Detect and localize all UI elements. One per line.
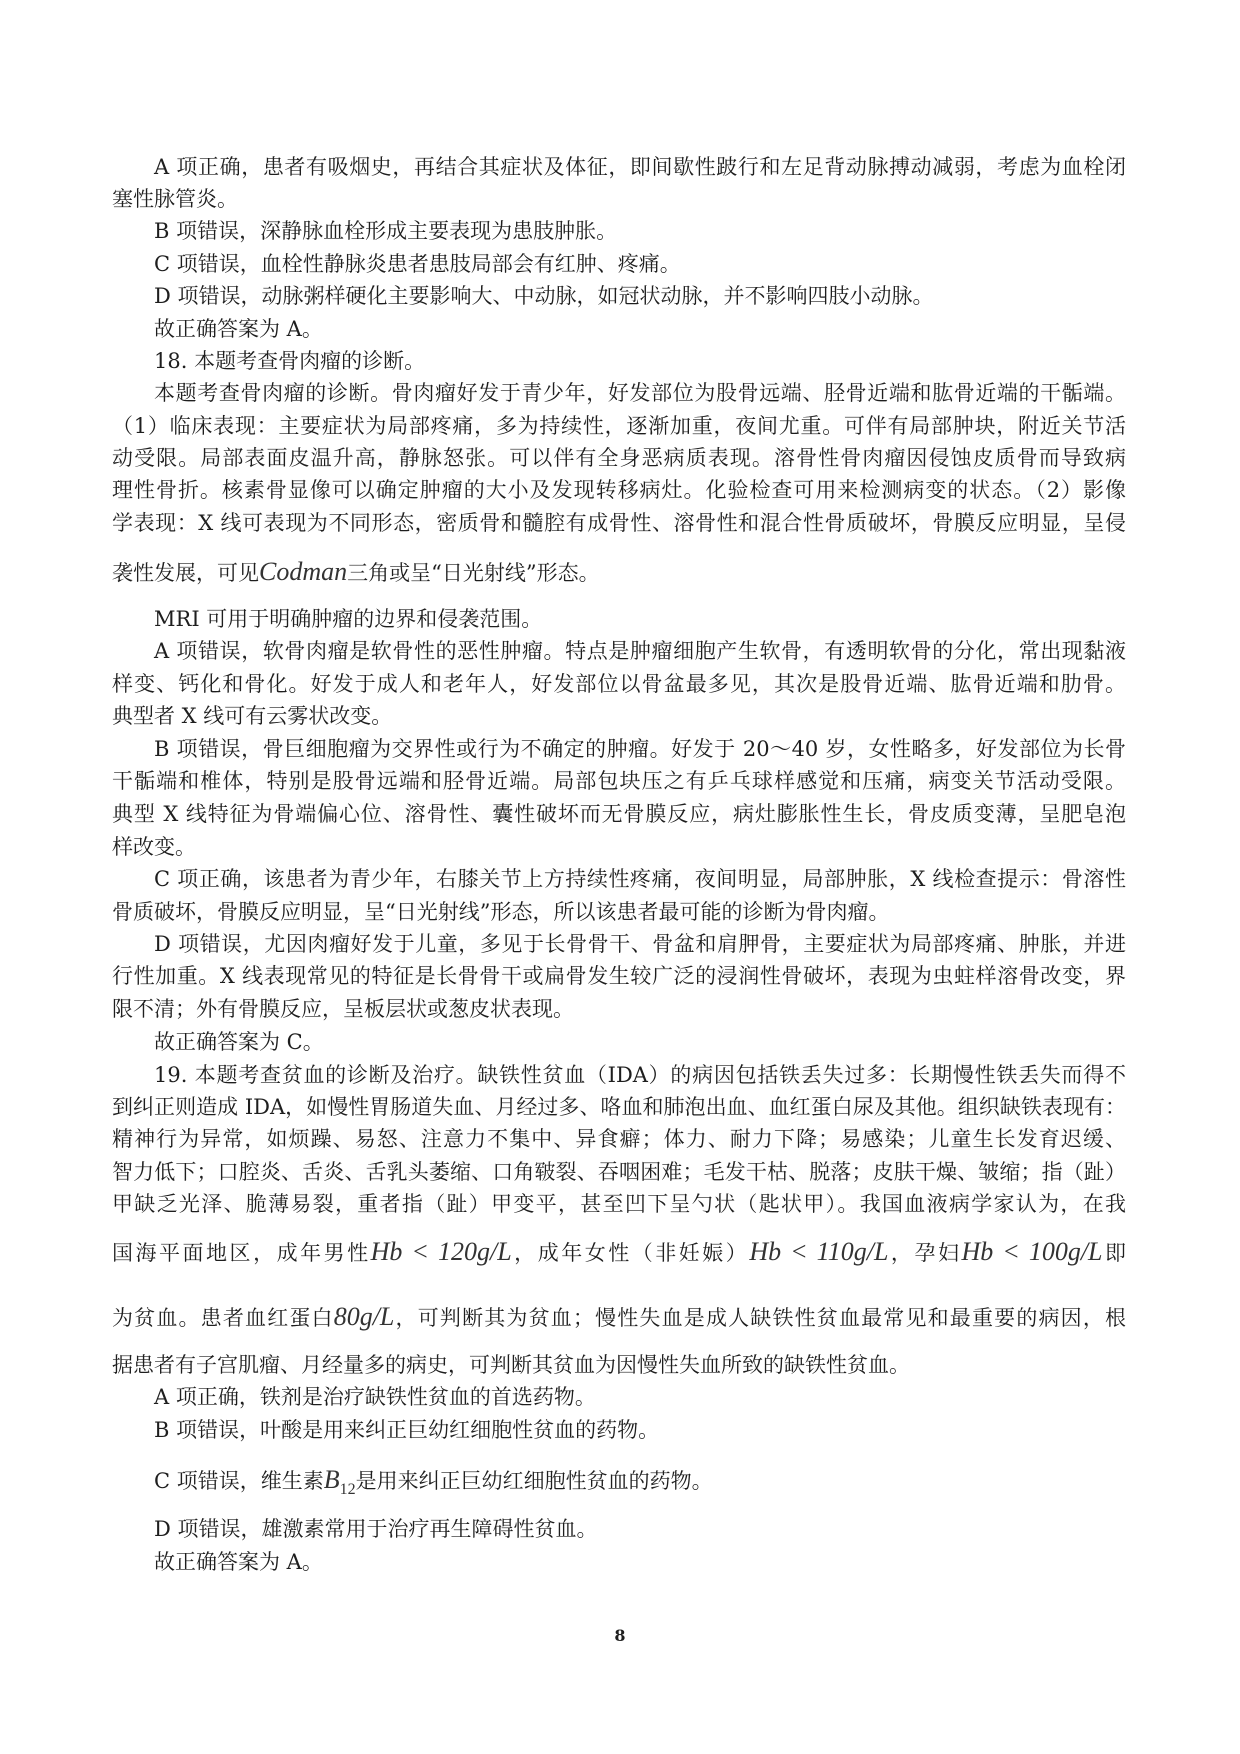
text-line: 学表现：X 线可表现为不同形态，密质骨和髓腔有成骨性、溶骨性和混合性骨质破坏，骨膜反应明显，呈侵 (112, 511, 1126, 535)
math-subscript: 12 (339, 1481, 356, 1499)
text-segment: 国海平面地区，成年男性 (112, 1241, 371, 1265)
math-text: Hb < 110g/L (749, 1237, 889, 1266)
text-segment: ，成年女性（非妊娠） (511, 1241, 750, 1265)
text-line: D 项错误，尤因肉瘤好发于儿童，多见于长骨骨干、骨盆和肩胛骨，主要症状为局部疼痛、肿胀，并进 (154, 932, 1126, 956)
text-line: 19. 本题考查贫血的诊断及治疗。缺铁性贫血（IDA）的病因包括铁丢失过多：长期慢性铁丢失而得不 (154, 1063, 1126, 1087)
text-line: 精神行为异常，如烦躁、易怒、注意力不集中、异食癖；体力、耐力下降；易感染；儿童生长发育迟缓、 (112, 1127, 1126, 1151)
text-line: 故正确答案为 A。 (154, 1550, 323, 1574)
text-segment: 为贫血。患者血红蛋白 (112, 1306, 334, 1330)
text-line: C 项错误，血栓性静脉炎患者患肢局部会有红肿、疼痛。 (154, 252, 681, 276)
text-line: 行性加重。X 线表现常见的特征是长骨骨干或扁骨发生较广泛的浸润性骨破坏，表现为虫蛀样溶骨改变，界 (112, 964, 1126, 988)
text-segment: 是用来纠正巨幼红细胞性贫血的药物。 (355, 1469, 713, 1493)
text-line: 限不清；外有骨膜反应，呈板层状或葱皮状表现。 (112, 997, 574, 1021)
text-line (112, 1239, 1126, 1265)
math-text: 80g/L (333, 1302, 395, 1331)
text-line: D 项错误，雄激素常用于治疗再生障碍性贫血。 (154, 1517, 598, 1541)
text-line: 样改变。 (112, 835, 196, 859)
text-line: 甲缺乏光泽、脆薄易裂，重者指（趾）甲变平，甚至凹下呈勺状（匙状甲）。我国血液病学家认为，在我 (112, 1192, 1126, 1216)
text-line: 理性骨折。核素骨显像可以确定肿瘤的大小及发现转移病灶。化验检查可用来检测病变的状态。（2）影像 (112, 478, 1126, 502)
text-line: 智力低下；口腔炎、舌炎、舌乳头萎缩、口角皲裂、吞咽困难；毛发干枯、脱落；皮肤干燥、皱缩；指（趾） (112, 1160, 1126, 1184)
text-line: C 项正确，该患者为青少年，右膝关节上方持续性疼痛，夜间明显，局部肿胀，X 线检查提示：骨溶性 (154, 867, 1126, 891)
text-segment: ，可判断其为贫血；慢性失血是成人缺铁性贫血最常见和最重要的病因，根 (394, 1306, 1126, 1330)
math-expression (334, 1302, 395, 1331)
math-expression (371, 1237, 512, 1266)
text-line: 典型者 X 线可有云雾状改变。 (112, 704, 393, 728)
page-number: 8 (614, 1626, 626, 1645)
math-expression (259, 557, 347, 586)
text-line: 故正确答案为 A。 (154, 317, 323, 341)
math-text: Hb < 120g/L (370, 1237, 512, 1266)
text-line: 塞性脉管炎。 (112, 187, 238, 211)
text-line: A 项正确，患者有吸烟史，再结合其症状及体征，即间歇性跛行和左足背动脉搏动减弱，考虑为血栓闭 (154, 155, 1126, 179)
text-line: B 项错误，骨巨细胞瘤为交界性或行为不确定的肿瘤。好发于 20～40 岁，女性略多，好发部位为长骨 (154, 737, 1126, 761)
text-line: A 项错误，软骨肉瘤是软骨性的恶性肿瘤。特点是肿瘤细胞产生软骨，有透明软骨的分化，常出现黏液 (154, 639, 1126, 663)
text-line: 典型 X 线特征为骨端偏心位、溶骨性、囊性破坏而无骨膜反应，病灶膨胀性生长，骨皮质变薄，呈肥皂泡 (112, 802, 1126, 826)
math-text: Hb < 100g/L (961, 1237, 1103, 1266)
text-line: D 项错误，动脉粥样硬化主要影响大、中动脉，如冠状动脉，并不影响四肢小动脉。 (154, 284, 934, 308)
text-line (154, 1467, 1126, 1503)
text-line (112, 1304, 1126, 1330)
text-line: 样变、钙化和骨化。好发于成人和老年人，好发部位以骨盆最多见，其次是股骨近端、肱骨近端和肋骨。 (112, 672, 1126, 696)
text-segment: 袭性发展，可见 (112, 561, 259, 585)
text-segment: 三角或呈“日光射线”形态。 (347, 561, 600, 585)
math-expression (749, 1237, 888, 1266)
text-line: 18. 本题考查骨肉瘤的诊断。 (154, 349, 426, 373)
text-line: B 项错误，深静脉血栓形成主要表现为患肢肿胀。 (154, 219, 618, 243)
text-segment: 即 (1102, 1241, 1127, 1265)
text-line: 骨质破坏，骨膜反应明显，呈“日光射线”形态，所以该患者最可能的诊断为骨肉瘤。 (112, 900, 890, 924)
math-text: B (323, 1465, 340, 1494)
text-line: 据患者有子宫肌瘤、月经量多的病史，可判断其贫血为因慢性失血所致的缺铁性贫血。 (112, 1353, 910, 1377)
math-expression (323, 1465, 356, 1499)
text-line: A 项正确，铁剂是治疗缺铁性贫血的首选药物。 (154, 1385, 596, 1409)
text-line: 动受限。局部表面皮温升高，静脉怒张。可以伴有全身恶病质表现。溶骨性骨肉瘤因侵蚀皮质骨而导致病 (112, 446, 1126, 470)
text-line: 故正确答案为 C。 (154, 1030, 324, 1054)
text-line (112, 559, 1126, 586)
text-segment: C 项错误，维生素 (154, 1469, 324, 1493)
text-line: 干骺端和椎体，特别是股骨远端和胫骨近端。局部包块压之有乒乓球样感觉和压痛，病变关节活动受限。 (112, 769, 1126, 793)
math-expression (961, 1237, 1102, 1266)
text-line: B 项错误，叶酸是用来纠正巨幼红细胞性贫血的药物。 (154, 1418, 660, 1442)
text-line: 本题考查骨肉瘤的诊断。骨肉瘤好发于青少年，好发部位为股骨远端、胫骨近端和肱骨近端的干骺端。 (154, 381, 1126, 405)
math-text: Codman (259, 557, 348, 586)
text-line: MRI 可用于明确肿瘤的边界和侵袭范围。 (154, 607, 543, 631)
text-line: （1）临床表现：主要症状为局部疼痛，多为持续性，逐渐加重，夜间尤重。可伴有局部肿块，附近关节活 (112, 414, 1126, 438)
text-segment: ，孕妇 (888, 1241, 962, 1265)
text-line: 到纠正则造成 IDA，如慢性胃肠道失血、月经过多、咯血和肺泡出血、血红蛋白尿及其他。组织缺铁表现有： (112, 1095, 1126, 1119)
